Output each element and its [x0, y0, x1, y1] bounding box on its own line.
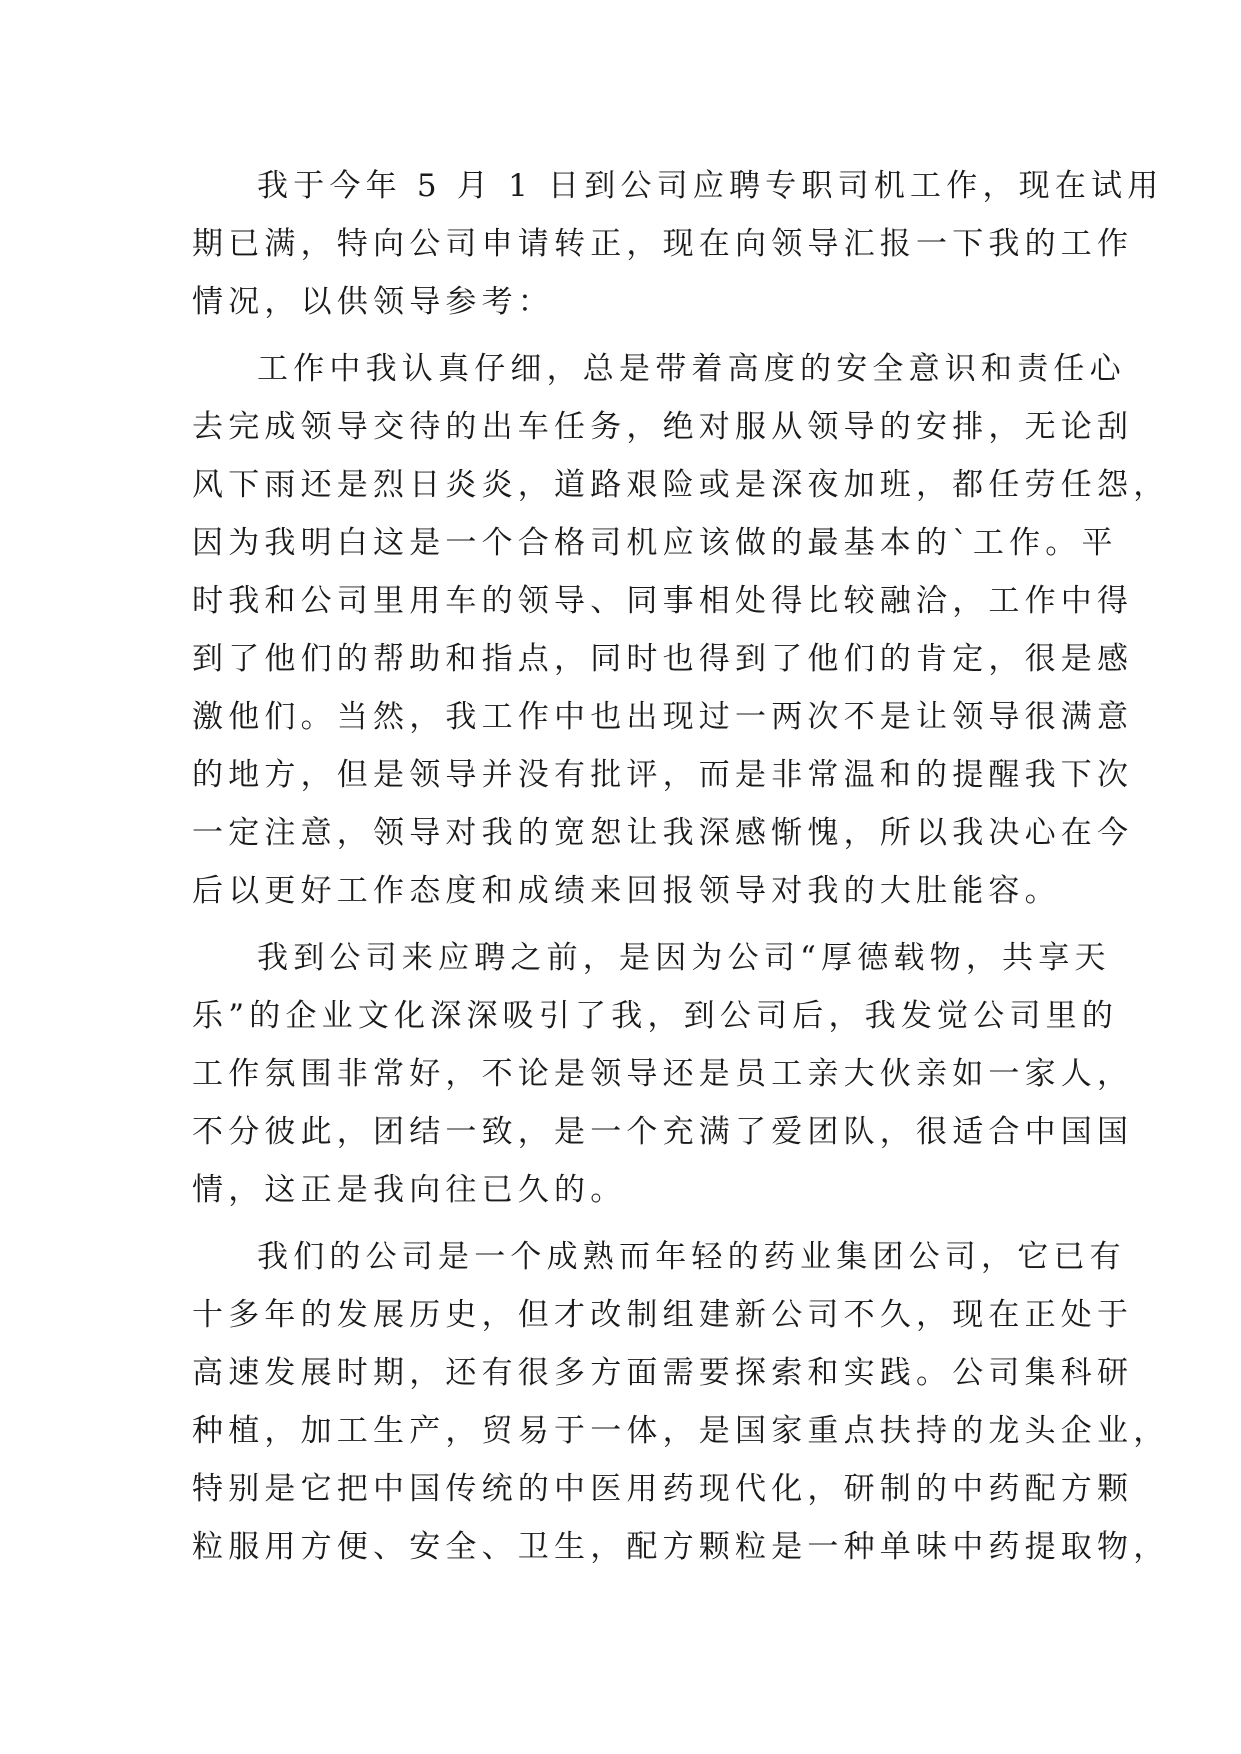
- paragraph-2-line-3: 风下雨还是烈日炎炎，道路艰险或是深夜加班，都任劳任怨，: [192, 467, 1170, 503]
- paragraph-4-line-4: 种植，加工生产，贸易于一体，是国家重点扶持的龙头企业，: [192, 1413, 1170, 1449]
- paragraph-4-line-1: 我们的公司是一个成熟而年轻的药业集团公司，它已有: [257, 1239, 1126, 1275]
- paragraph-2-line-9: 一定注意，领导对我的宽恕让我深感惭愧，所以我决心在今: [192, 815, 1134, 851]
- paragraph-3-line-3: 工作氛围非常好，不论是领导还是员工亲大伙亲如一家人，: [192, 1056, 1134, 1092]
- paragraph-2-line-4: 因为我明白这是一个合格司机应该做的最基本的`工作。平: [192, 525, 1118, 561]
- paragraph-3-line-4: 不分彼此，团结一致，是一个充满了爱团队，很适合中国国: [192, 1114, 1134, 1150]
- paragraph-1-line-3: 情况，以供领导参考：: [192, 284, 554, 320]
- paragraph-2-line-10: 后以更好工作态度和成绩来回报领导对我的大肚能容。: [192, 873, 1061, 909]
- paragraph-2-line-7: 激他们。当然，我工作中也出现过一两次不是让领导很满意: [192, 699, 1134, 735]
- paragraph-4-line-5: 特别是它把中国传统的中医用药现代化，研制的中药配方颗: [192, 1471, 1134, 1507]
- paragraph-2-line-5: 时我和公司里用车的领导、同事相处得比较融洽，工作中得: [192, 583, 1134, 619]
- paragraph-2-line-6: 到了他们的帮助和指点，同时也得到了他们的肯定，很是感: [192, 641, 1134, 677]
- paragraph-1-line-2: 期已满，特向公司申请转正，现在向领导汇报一下我的工作: [192, 226, 1134, 262]
- paragraph-1-line-1: 我于今年 5 月 1 日到公司应聘专职司机工作，现在试用: [257, 168, 1164, 204]
- paragraph-4-line-3: 高速发展时期，还有很多方面需要探索和实践。公司集科研: [192, 1355, 1134, 1391]
- paragraph-3-line-1: 我到公司来应聘之前，是因为公司“厚德载物，共享天: [257, 940, 1111, 976]
- paragraph-2-line-2: 去完成领导交待的出车任务，绝对服从领导的安排，无论刮: [192, 409, 1134, 445]
- paragraph-4-line-2: 十多年的发展历史，但才改制组建新公司不久，现在正处于: [192, 1297, 1134, 1333]
- paragraph-3-line-2: 乐”的企业文化深深吸引了我，到公司后，我发觉公司里的: [192, 998, 1119, 1034]
- paragraph-3-line-5: 情，这正是我向往已久的。: [192, 1172, 627, 1208]
- paragraph-2-line-1: 工作中我认真仔细，总是带着高度的安全意识和责任心: [257, 351, 1126, 387]
- paragraph-4-line-6: 粒服用方便、安全、卫生，配方颗粒是一种单味中药提取物，: [192, 1529, 1170, 1565]
- paragraph-2-line-8: 的地方，但是领导并没有批评，而是非常温和的提醒我下次: [192, 757, 1134, 793]
